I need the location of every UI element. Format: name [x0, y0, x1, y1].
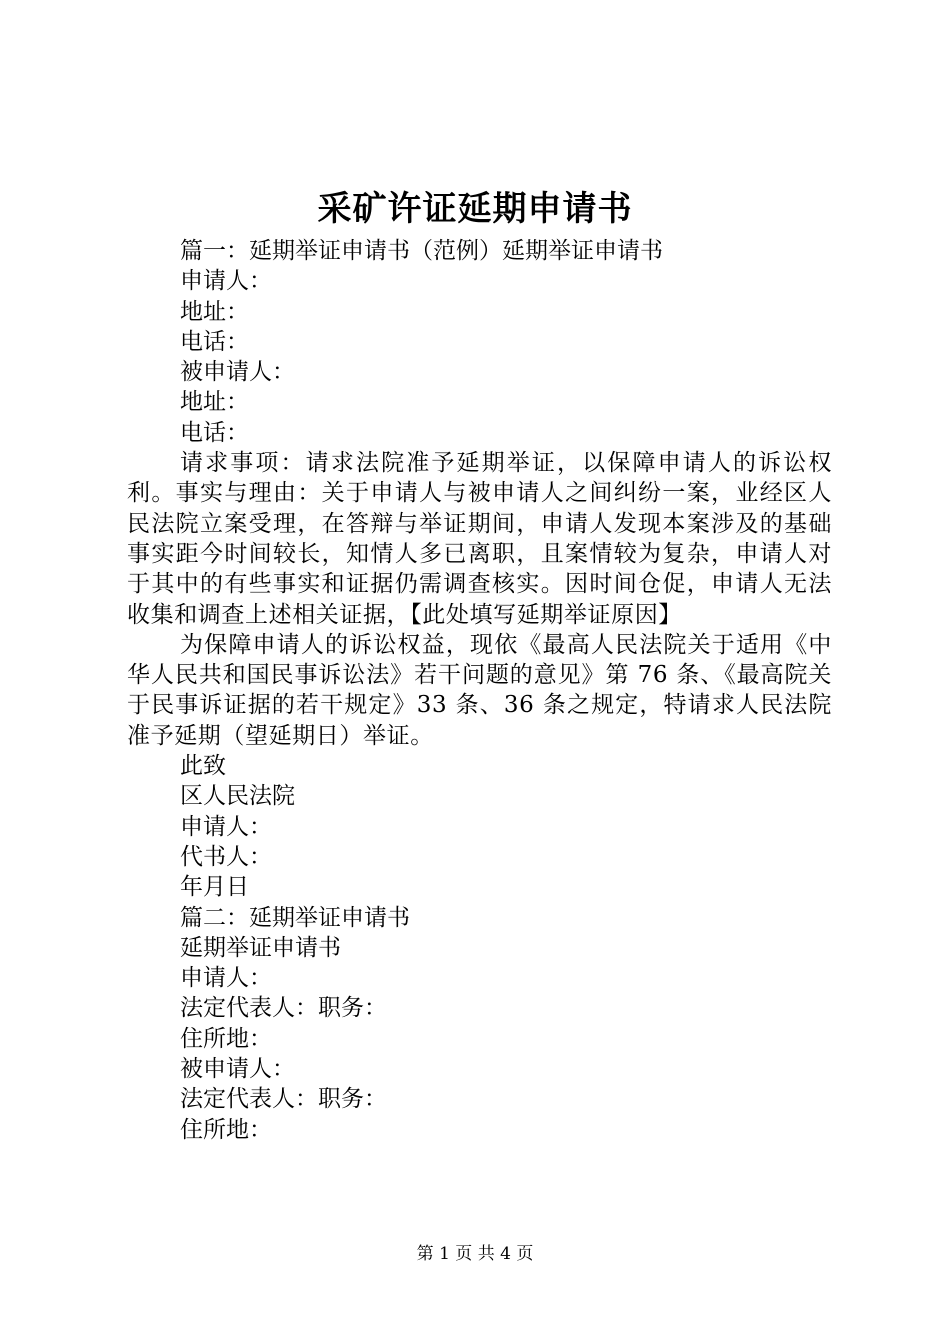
field-respondent-phone: 电话：: [180, 419, 249, 446]
field-respondent-domicile: 住所地：: [180, 1116, 272, 1143]
field-address: 地址：: [180, 298, 249, 325]
court-name: 区人民法院: [180, 783, 295, 810]
field-respondent-legal-rep: 法定代表人：职务：: [180, 1086, 387, 1113]
paragraph-request: 请求事项：请求法院准予延期举证，以保障申请人的诉讼权利。事实与理由：关于申请人与被申请人之间纠纷一案，业经区人民法院立案受理，在答辩与举证期间，申请人发现本案涉及的基础事实距今时间较长，知情人多已离职，且案情较为复杂，申请人对于其中的有些事实和证据仍需调查核实。因时间仓促，申请人无法收集和调查上述相关证据，【此处填写延期举证原因】: [127, 450, 832, 628]
section-subtitle: 延期举证申请书: [180, 934, 341, 961]
salutation: 此致: [180, 753, 226, 780]
document-title: 采矿许证延期申请书: [317, 189, 633, 229]
section-heading-1: 篇一：延期举证申请书（范例）延期举证申请书: [180, 238, 663, 264]
signature-writer: 代书人：: [180, 843, 272, 870]
signature-applicant: 申请人：: [180, 813, 272, 840]
signature-date: 年月日: [180, 874, 249, 901]
field-respondent: 被申请人：: [180, 359, 295, 386]
field-legal-rep: 法定代表人：职务：: [180, 995, 387, 1022]
section-heading-2: 篇二：延期举证申请书: [180, 904, 410, 931]
page-footer: 第 1 页 共 4 页: [416, 1244, 534, 1264]
field-respondent-2: 被申请人：: [180, 1056, 295, 1083]
field-respondent-address: 地址：: [180, 389, 249, 416]
field-phone: 电话：: [180, 328, 249, 355]
document-body: [127, 236, 832, 1145]
field-applicant-2: 申请人：: [180, 965, 272, 992]
field-domicile: 住所地：: [180, 1025, 272, 1052]
field-applicant: 申请人：: [180, 268, 272, 295]
paragraph-legal-basis: 为保障申请人的诉讼权益，现依《最高人民法院关于适用《中华人民共和国民事诉讼法》若干问题的意见》第 76 条、《最高院关于民事诉证据的若干规定》33 条、36 条之规定，特请求人民法院准予延期（望延期日）举证。: [127, 631, 832, 749]
